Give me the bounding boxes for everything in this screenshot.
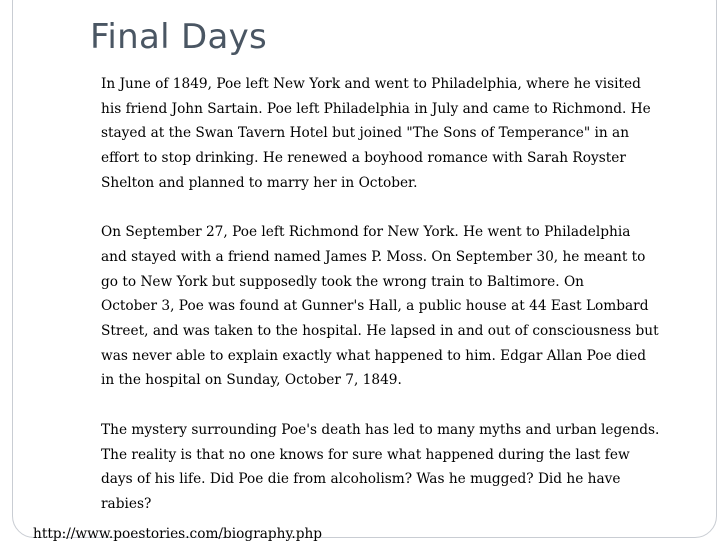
paragraph-journey-and-death: On September 27, Poe left Richmond for New York. He went to Philadelphia and stayed with a friend named James P. Moss. On September 30, he meant to go to New York but supposedly took the wrong train to Baltimore. On October 3, Poe was found at Gunner's Hall, a public house at 44 East Lombard Street, and was taken to the hospital. He lapsed in and out of consciousness but was never able to explain exactly what happened to him. Edgar Allan Poe died in the hospital on Sunday, October 7, 1849. [101, 224, 659, 389]
slide-title: Final Days [90, 17, 268, 57]
paragraph-final-months: In June of 1849, Poe left New York and went to Philadelphia, where he visited his friend John Sartain. Poe left Philadelphia in July and came to Richmond. He stayed at the Swan Tavern Hotel but joined "The Sons of Temperance" in an effort to stop drinking. He renewed a boyhood romance with Sarah Royster Shelton and planned to marry her in October. [101, 76, 651, 191]
slide-body [101, 72, 701, 517]
paragraph-mystery: The mystery surrounding Poe's death has led to many myths and urban legends. The reality is that no one knows for sure what happened during the last few days of his life. Did Poe die from alcoholism? Was he mugged? Did he have rabies? [101, 421, 660, 512]
source-url-link[interactable]: http://www.poestories.com/biography.php [33, 526, 323, 542]
